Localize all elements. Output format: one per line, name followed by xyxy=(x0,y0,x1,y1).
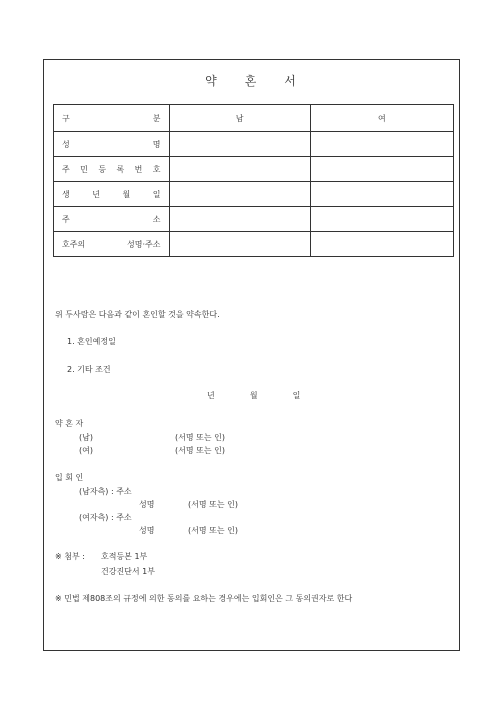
engaged-female-label: (여) xyxy=(79,446,93,455)
header-female: 여 xyxy=(310,105,453,132)
table-row-household-head: 호주의 성명·주소 xyxy=(54,232,454,257)
attachment-doc2: 건강진단서 1부 xyxy=(101,567,156,576)
male-address-cell[interactable] xyxy=(169,207,310,232)
signing-date: 년 월 일 xyxy=(207,391,301,400)
female-address-cell[interactable] xyxy=(310,207,453,232)
male-id-cell[interactable] xyxy=(169,157,310,182)
witness-female-name: 성명 xyxy=(139,526,155,535)
wedding-date-item: 1. 혼인예정일 xyxy=(67,337,116,346)
header-category: 구 분 xyxy=(54,105,170,132)
witness-male-name: 성명 xyxy=(139,500,155,509)
female-id-cell[interactable] xyxy=(310,157,453,182)
male-birth-cell[interactable] xyxy=(169,182,310,207)
female-birth-cell[interactable] xyxy=(310,182,453,207)
legal-note: ※ 민법 제808조의 규정에 의한 동의를 요하는 경우에는 입회인은 그 동의권자로 한다 xyxy=(55,594,353,603)
table-row-address: 주 소 xyxy=(54,207,454,232)
header-male: 남 xyxy=(169,105,310,132)
table-row-id-number: 주 민 등 록 번 호 xyxy=(54,157,454,182)
attachment-doc1: 호적등본 1부 xyxy=(101,552,148,561)
witness-female-sign: (서명 또는 인) xyxy=(188,526,238,535)
table-row-birthdate: 생 년 월 일 xyxy=(54,182,454,207)
other-conditions-item: 2. 기타 조건 xyxy=(67,365,111,374)
witness-male-sign: (서명 또는 인) xyxy=(188,500,238,509)
witness-male-address: (남자측) : 주소 xyxy=(79,487,132,496)
table-header-row xyxy=(54,105,454,132)
info-table xyxy=(53,104,454,257)
attachment-label: ※ 첨부 : xyxy=(55,552,85,561)
male-household-cell[interactable] xyxy=(169,232,310,257)
engaged-heading: 약 혼 자 xyxy=(55,419,84,428)
engaged-male-sign: (서명 또는 인) xyxy=(175,433,225,442)
engaged-female-sign: (서명 또는 인) xyxy=(175,446,225,455)
witness-heading: 입 회 인 xyxy=(55,473,84,482)
female-name-cell[interactable] xyxy=(310,132,453,157)
engaged-male-label: (남) xyxy=(79,433,93,442)
document-page xyxy=(43,59,460,651)
male-name-cell[interactable] xyxy=(169,132,310,157)
witness-female-address: (여자측) : 주소 xyxy=(79,513,132,522)
female-household-cell[interactable] xyxy=(310,232,453,257)
document-title: 약 혼 서 xyxy=(205,74,298,88)
table-row-name: 성 명 xyxy=(54,132,454,157)
promise-text: 위 두사람은 다음과 같이 혼인할 것을 약속한다. xyxy=(55,310,220,319)
